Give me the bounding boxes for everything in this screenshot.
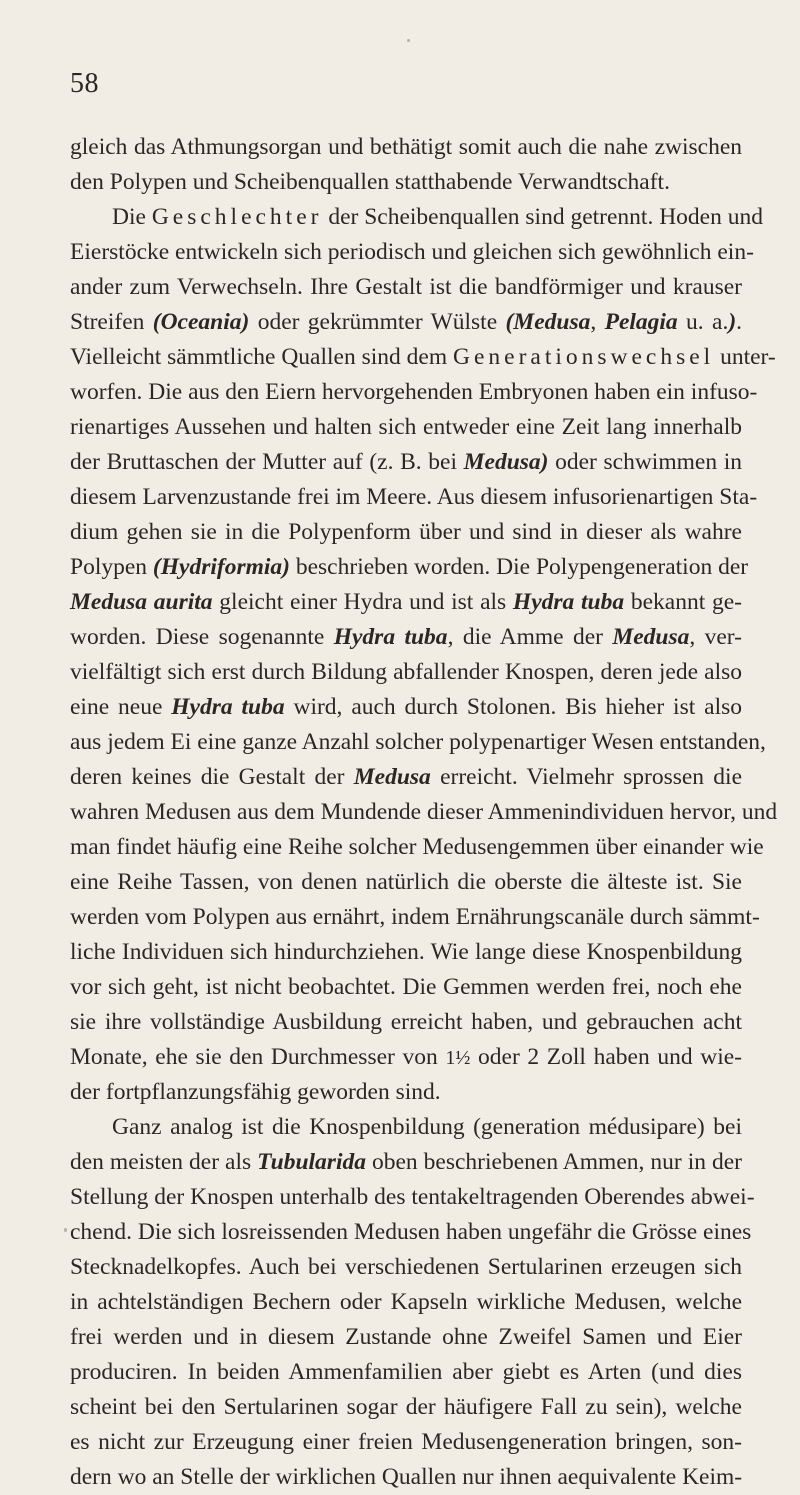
text-line xyxy=(70,130,742,165)
text-line xyxy=(70,375,758,410)
text-run: in achtelständigen Bechern oder Kapseln wirkliche Medusen, welche xyxy=(70,1289,742,1315)
italic-term: Pelagia xyxy=(604,309,678,335)
text-line xyxy=(70,970,742,1005)
text-run: oder 2 Zoll haben und wie- xyxy=(470,1044,742,1070)
text-run: frei werden und in diesem Zustande ohne Zweifel Samen und Eier xyxy=(70,1324,742,1350)
text-run: , xyxy=(590,309,605,335)
text-line xyxy=(70,935,742,970)
text-line xyxy=(70,620,742,655)
text-line xyxy=(70,795,778,830)
text-line xyxy=(70,480,758,515)
text-line xyxy=(70,270,742,305)
italic-term: ) xyxy=(728,309,737,335)
text-run: produciren. In beiden Ammenfamilien aber giebt es Arten (und dies xyxy=(70,1359,742,1385)
text-run: sie ihre vollständige Ausbildung erreicht haben, und gebrauchen acht xyxy=(70,1009,742,1035)
text-line xyxy=(70,305,742,340)
text-line xyxy=(70,1075,742,1110)
text-line xyxy=(70,655,742,690)
text-run: 1½ xyxy=(445,1047,471,1069)
italic-term: Medusa) xyxy=(463,449,549,475)
text-run: deren keines die Gestalt der xyxy=(70,764,354,790)
text-run: Polypen xyxy=(70,554,153,580)
text-line xyxy=(70,1320,742,1355)
text-run: rienartiges Aussehen und halten sich entweder eine Zeit lang innerhalb xyxy=(70,414,742,440)
text-run: oder schwimmen in xyxy=(548,449,742,475)
text-run: wird, auch durch Stolonen. Bis hieher ist also xyxy=(284,694,742,720)
text-run: , ver- xyxy=(689,624,742,650)
italic-term: Medusa aurita xyxy=(70,589,213,615)
text-line xyxy=(70,900,760,935)
text-run: oben beschriebenen Ammen, nur in der xyxy=(365,1149,742,1175)
text-run: Streifen xyxy=(70,309,153,335)
text-line xyxy=(70,830,764,865)
text-run: Die xyxy=(112,204,152,230)
italic-term: (Medusa xyxy=(505,309,591,335)
text-line xyxy=(70,200,763,235)
text-run: beschrieben worden. Die Polypengeneration der xyxy=(289,554,749,580)
text-run: aus jedem Ei eine ganze Anzahl solcher polypenartiger Wesen entstanden, xyxy=(70,729,766,755)
text-line xyxy=(70,1355,742,1390)
italic-term: (Hydriformia) xyxy=(152,554,290,580)
text-run: bekannt ge- xyxy=(624,589,742,615)
italic-term: Tubularida xyxy=(257,1149,366,1175)
text-line xyxy=(70,725,766,760)
text-line xyxy=(70,1215,752,1250)
text-run: den meisten der als xyxy=(70,1149,258,1175)
paper-speck xyxy=(64,1228,67,1232)
text-run: eine neue xyxy=(70,694,172,720)
page-number: 58 xyxy=(70,68,99,99)
text-run: diesem Larvenzustande frei im Meere. Aus diesem infusorienartigen Sta- xyxy=(70,484,758,510)
text-run: worfen. Die aus den Eiern hervorgehenden Embryonen haben ein infuso- xyxy=(70,379,758,405)
text-run: eine Reihe Tassen, von denen natürlich die oberste die älteste ist. Sie xyxy=(70,869,742,895)
text-line xyxy=(70,1460,742,1495)
text-run: oder gekrümmter Wülste xyxy=(249,309,506,335)
text-run: Eierstöcke entwickeln sich periodisch und gleichen sich gewöhnlich ein- xyxy=(70,239,754,265)
text-run: dern wo an Stelle der wirklichen Quallen nur ihnen aequivalente Keim- xyxy=(70,1464,743,1490)
text-run: der Scheibenquallen sind getrennt. Hoden und xyxy=(322,204,763,230)
text-run: , die Amme der xyxy=(447,624,613,650)
text-run: vielfältigt sich erst durch Bildung abfallender Knospen, deren jede also xyxy=(70,659,742,685)
text-line xyxy=(70,550,749,585)
text-line xyxy=(70,865,742,900)
paper-speck xyxy=(407,39,410,42)
text-line xyxy=(70,760,742,795)
text-run: scheint bei den Sertularinen sogar der häufigere Fall zu sein), welche xyxy=(70,1394,742,1420)
text-run: liche Individuen sich hindurchziehen. Wie lange diese Knospenbildung xyxy=(70,939,742,965)
italic-term: (Oceania) xyxy=(152,309,250,335)
text-line xyxy=(70,165,742,200)
text-run: erreicht. Vielmehr sprossen die xyxy=(430,764,742,790)
text-run: der Bruttaschen der Mutter auf (z. B. bei xyxy=(70,449,464,475)
text-line xyxy=(70,1040,742,1075)
text-line xyxy=(70,1180,755,1215)
italic-term: Hydra tuba xyxy=(512,589,625,615)
text-line xyxy=(70,690,742,725)
text-line xyxy=(70,410,742,445)
text-run: der fortpflanzungsfähig geworden sind. xyxy=(70,1079,441,1105)
text-line xyxy=(70,235,754,270)
text-line xyxy=(70,1005,742,1040)
body-text xyxy=(70,130,778,1495)
text-line xyxy=(70,340,776,375)
text-run: Stellung der Knospen unterhalb des tentakeltragenden Oberendes abwei- xyxy=(70,1184,755,1210)
text-run: u. a. xyxy=(677,309,729,335)
text-run: werden vom Polypen aus ernährt, indem Ernährungscanäle durch sämmt- xyxy=(70,904,760,930)
text-run: worden. Diese sogenannte xyxy=(70,624,334,650)
spaced-term: Generationswechsel xyxy=(452,344,715,370)
text-line xyxy=(70,445,742,480)
text-line xyxy=(70,1145,742,1180)
text-run: chend. Die sich losreissenden Medusen haben ungefähr die Grösse eines xyxy=(70,1219,752,1245)
text-run: Monate, ehe sie den Durchmesser von xyxy=(70,1044,446,1070)
text-line xyxy=(70,1110,742,1145)
text-run: Stecknadelkopfes. Auch bei verschiedenen Sertularinen erzeugen sich xyxy=(70,1254,742,1280)
text-run: Ganz analog ist die Knospenbildung (generation médusipare) bei xyxy=(112,1114,742,1140)
spaced-term: Geschlechter xyxy=(151,204,323,230)
text-line xyxy=(70,1425,742,1460)
text-run: gleich das Athmungsorgan und bethätigt somit auch die nahe zwischen xyxy=(70,134,742,160)
text-run: es nicht zur Erzeugung einer freien Medusengeneration bringen, son- xyxy=(70,1429,742,1455)
text-run: unter- xyxy=(714,344,776,370)
text-run: vor sich geht, ist nicht beobachtet. Die Gemmen werden frei, noch ehe xyxy=(70,974,742,1000)
text-run: ander zum Verwechseln. Ihre Gestalt ist die bandförmiger und krauser xyxy=(70,274,742,300)
text-line xyxy=(70,1390,742,1425)
italic-term: Hydra tuba xyxy=(171,694,285,720)
italic-term: Medusa xyxy=(612,624,690,650)
italic-term: Medusa xyxy=(353,764,431,790)
text-line xyxy=(70,585,742,620)
text-run: wahren Medusen aus dem Mundende dieser Ammenindividuen hervor, und xyxy=(70,799,778,825)
text-run: man findet häufig eine Reihe solcher Medusengemmen über einander wie xyxy=(70,834,764,860)
text-run: dium gehen sie in die Polypenform über und sind in dieser als wahre xyxy=(70,519,742,545)
text-line xyxy=(70,515,742,550)
text-run: gleicht einer Hydra und ist als xyxy=(212,589,513,615)
text-line xyxy=(70,1250,742,1285)
text-run: . xyxy=(736,309,743,335)
text-run: Vielleicht sämmtliche Quallen sind dem xyxy=(70,344,453,370)
text-line xyxy=(70,1285,742,1320)
italic-term: Hydra tuba xyxy=(333,624,448,650)
text-run: den Polypen und Scheibenquallen statthabende Verwandtschaft. xyxy=(70,169,670,195)
